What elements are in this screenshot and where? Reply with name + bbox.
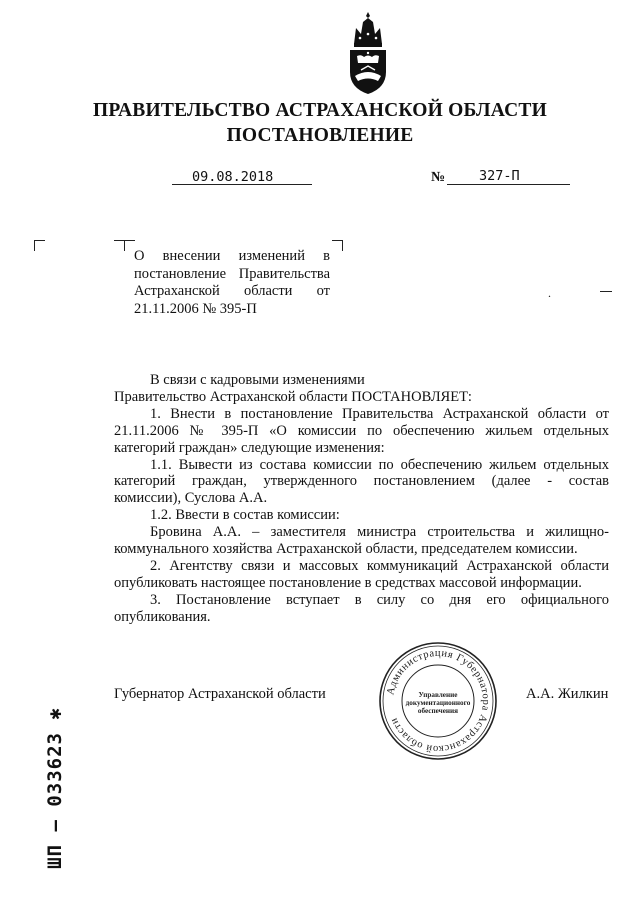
intro-line: Правительство Астраханской области ПОСТАНОВЛЯЕТ:	[114, 388, 472, 405]
document-number: 327-П	[479, 168, 520, 184]
paragraph-1: 21.11.2006 № 395-П «О комиссии по обеспечению жильем отдельных	[114, 422, 609, 439]
subject-line: 21.11.2006 № 395-П	[134, 300, 257, 317]
intro-line: В связи с кадровыми изменениями	[150, 372, 365, 388]
subject-line: постановление Правительства	[134, 265, 330, 282]
stamp-ring-text: Администрация Губернатора Астраханской области	[385, 647, 492, 755]
paragraph-1: 1. Внести в постановление Правительства Астраханской области от	[150, 405, 609, 422]
subject-block	[134, 248, 330, 318]
subject-line: Астраханской области от	[134, 283, 330, 300]
date-underline	[172, 184, 312, 185]
number-sign: №	[431, 170, 446, 185]
paragraph-3: опубликования.	[114, 608, 211, 625]
paragraph-1-2-item: Бровина А.А. – заместителя министра строительства и жилищно-	[150, 524, 609, 541]
paragraph-1-2: 1.2. Ввести в состав комиссии:	[150, 507, 340, 524]
document-type-title: ПОСТАНОВЛЕНИЕ	[226, 125, 414, 146]
stamp-center-line: документационного	[405, 699, 471, 707]
document-date: 09.08.2018	[192, 169, 274, 185]
stamp-center-line: Управление	[418, 691, 458, 699]
paragraph-1-1: 1.1. Вывести из состава комиссии по обеспечению жильем отдельных	[150, 456, 609, 473]
margin-dot: .	[548, 286, 551, 300]
number-underline	[447, 184, 570, 185]
corner-mark-left	[34, 240, 45, 251]
paragraph-1-1: комиссии), Суслова А.А.	[114, 490, 268, 507]
stamp-center-line: обеспечения	[417, 707, 459, 715]
document-body	[114, 372, 609, 626]
paragraph-1: категорий граждан» следующие изменения:	[114, 439, 385, 456]
official-stamp	[377, 640, 499, 762]
paragraph-3: 3. Постановление вступает в силу со дня его официального	[150, 591, 609, 608]
corner-mark-subject-right	[332, 240, 343, 251]
paragraph-2: опубликовать настоящее постановление в средствах массовой информации.	[114, 574, 582, 591]
paragraph-2: 2. Агентству связи и массовых коммуникаций Астраханской области	[150, 557, 609, 574]
coat-of-arms-icon	[344, 10, 392, 96]
margin-dash	[600, 291, 612, 292]
subject-line: О внесении изменений в	[134, 248, 330, 264]
signatory-name: А.А. Жилкин	[526, 686, 609, 702]
paragraph-1-1: категорий граждан, утвержденного постановлением (далее - состав	[114, 473, 609, 490]
paragraph-1-2-item: коммунального хозяйства Астраханской области, председателем комиссии.	[114, 541, 578, 558]
serial-number	[40, 708, 70, 868]
signatory-position: Губернатор Астраханской области	[114, 686, 326, 702]
organization-title: ПРАВИТЕЛЬСТВО АСТРАХАНСКОЙ ОБЛАСТИ	[93, 100, 547, 121]
serial-number-text: ШП – 033623 ✱	[44, 707, 66, 869]
